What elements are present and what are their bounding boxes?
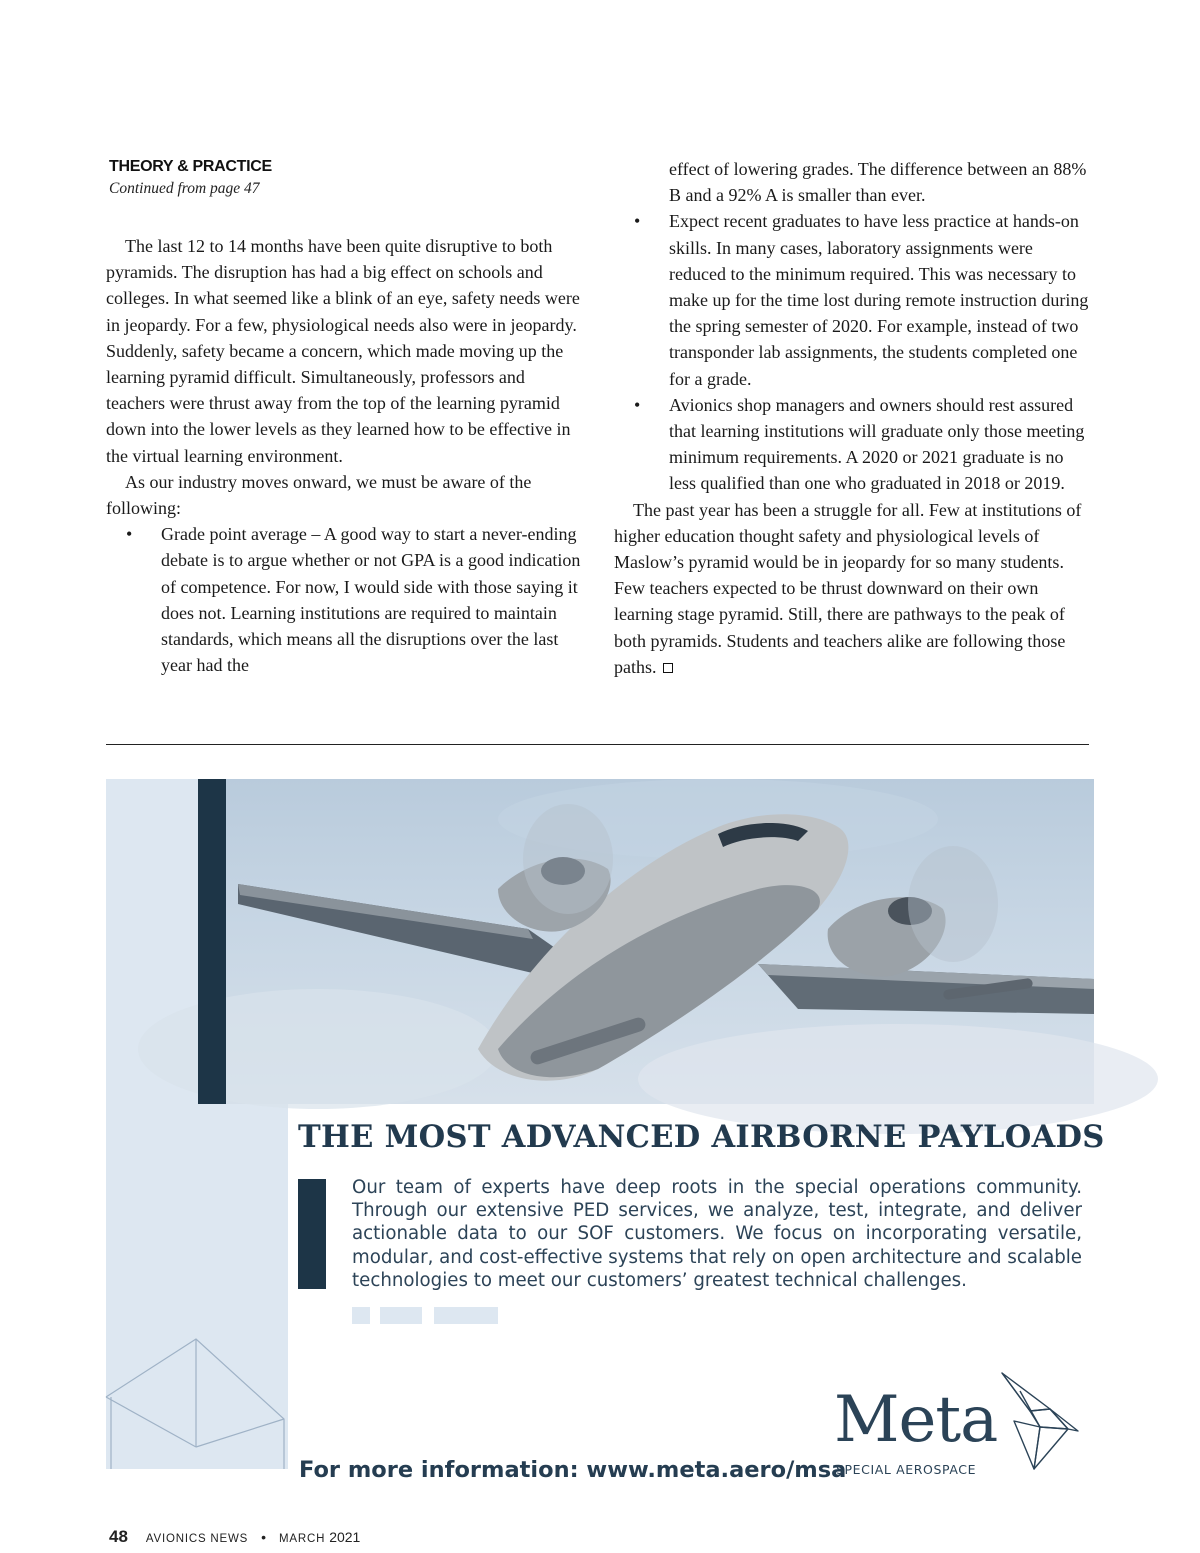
photo-accent-bar xyxy=(198,779,226,1104)
advertisement xyxy=(106,779,1105,1483)
list-item-text: Expect recent graduates to have less practice at hands-on skills. In many cases, laboratory assignments were reduced to the minimum required. This was necessary to make up for the time lost during remote instruction during the spring semester of 2020. For example, instead of two transponder lab assignments, the students completed one for a grade. xyxy=(669,211,1089,389)
publication-name: AVIONICS NEWS xyxy=(145,1533,249,1545)
aircraft-photo xyxy=(198,779,1094,1104)
issue-month: MARCH xyxy=(279,1533,326,1545)
decorative-block xyxy=(380,1307,422,1324)
article-column-left xyxy=(106,233,586,678)
text-accent-bar xyxy=(298,1179,326,1289)
decorative-block xyxy=(434,1307,498,1324)
list-item xyxy=(614,208,1094,391)
swallow-logo-icon xyxy=(990,1371,1080,1471)
paragraph-text: The past year has been a struggle for all. Few at institutions of higher education thought safety and physiological levels of Maslow’s pyramid would be in jeopardy for so many students. Few teachers expected to be thrust downward on their own learning stage pyramid. Still, there are pathways to the peak of both pyramids. Students and teachers alike are following those paths. xyxy=(614,499,1082,677)
decorative-block xyxy=(352,1307,370,1324)
ad-info-link[interactable]: For more information: www.meta.aero/msa xyxy=(299,1457,847,1483)
bullet-marker: • xyxy=(634,394,641,415)
list-item xyxy=(614,392,1094,497)
bullet-list xyxy=(106,521,586,678)
list-item-text: Avionics shop managers and owners should rest assured that learning institutions will graduate only those meeting minimum requirements. A 2020 or 2021 graduate is no less qualified than one who graduated in 2018 or 2019. xyxy=(669,394,1085,494)
paragraph: The last 12 to 14 months have been quite disruptive to both pyramids. The disruption has had a big effect on schools and colleges. In what seemed like a blink of an eye, safety needs were in jeopardy. For a few, physiological needs also were in jeopardy. Suddenly, safety became a concern, which made moving up the learning pyramid difficult. Simultaneously, professors and teachers were thrust away from the top of the learning pyramid down into the lower levels as they learned how to be effective in the virtual learning environment. xyxy=(106,236,580,466)
page-number: 48 xyxy=(109,1527,128,1546)
meta-logo-subtitle: SPECIAL AEROSPACE xyxy=(836,1462,977,1477)
bullet-marker: • xyxy=(634,211,641,232)
issue-year: 2021 xyxy=(329,1529,361,1545)
ad-body-text: Our team of experts have deep roots in the special operations community. Through our extensive PED services, we analyze, test, integrate, and deliver actionable data to our SOF customers. We focus on incorporating versatile, modular, and cost-effective systems that rely on open architecture and scalable technologies to meet our customers’ greatest technical challenges. xyxy=(352,1177,1082,1291)
paragraph: As our industry moves onward, we must be aware of the following: xyxy=(106,471,532,519)
ad-headline: THE MOST ADVANCED AIRBORNE PAYLOADS xyxy=(298,1119,1105,1155)
continued-note: Continued from page 47 xyxy=(109,180,260,197)
meta-logo-wordmark: Meta xyxy=(834,1383,998,1457)
list-item-text: Grade point average – A good way to start a never-ending debate is to argue whether or not GPA is a good indication of competence. For now, I would side with those saying it does not. Learning institutions are required to maintain standards, which means all the disruptions over the last year had the xyxy=(161,524,581,676)
closing-paragraph xyxy=(614,497,1094,680)
list-item-continuation: effect of lowering grades. The difference between an 88% B and a 92% A is smaller than ever. xyxy=(669,159,1087,206)
bullet-list xyxy=(614,208,1094,496)
article-column-right xyxy=(614,156,1094,680)
bullet-marker: • xyxy=(126,524,133,545)
section-divider xyxy=(106,744,1089,745)
aircraft-illustration xyxy=(198,779,1094,1104)
end-mark-icon xyxy=(663,663,673,673)
footer-separator: • xyxy=(261,1529,267,1545)
section-label: THEORY & PRACTICE xyxy=(109,158,272,175)
list-item xyxy=(106,521,586,678)
page-footer xyxy=(109,1527,360,1547)
